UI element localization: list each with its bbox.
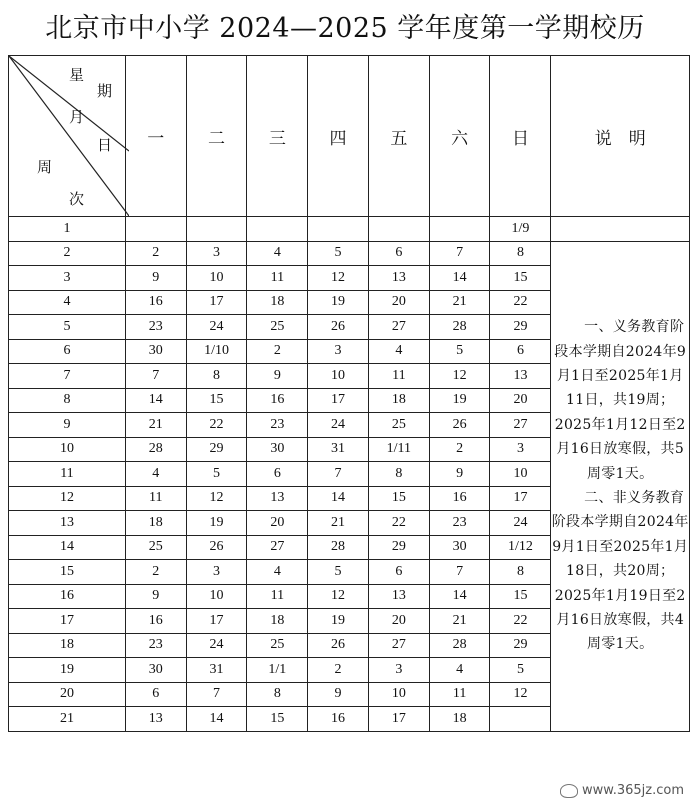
date-cell: 13 (368, 266, 429, 291)
corner-label-ci: 次 (69, 190, 85, 208)
corner-label-ri: 日 (97, 136, 113, 154)
week-number-cell: 21 (9, 707, 126, 732)
watermark (560, 783, 684, 798)
week-number-cell: 5 (9, 315, 126, 340)
table-row (9, 217, 690, 242)
date-cell: 1/10 (186, 339, 247, 364)
date-cell: 23 (429, 511, 490, 536)
date-cell: 28 (125, 437, 186, 462)
date-cell: 30 (125, 658, 186, 683)
school-calendar-table (8, 55, 690, 732)
date-cell: 22 (490, 609, 551, 634)
date-cell: 4 (125, 462, 186, 487)
date-cell: 17 (368, 707, 429, 732)
day-header-wed: 三 (247, 56, 308, 217)
date-cell: 4 (429, 658, 490, 683)
watermark-text: www.365jz.com (582, 783, 684, 798)
date-cell: 26 (429, 413, 490, 438)
date-cell: 9 (429, 462, 490, 487)
corner-label-xing: 星 (69, 66, 85, 84)
date-cell (429, 217, 490, 242)
date-cell: 12 (308, 584, 369, 609)
date-cell: 10 (186, 584, 247, 609)
date-cell (490, 707, 551, 732)
week-number-cell: 11 (9, 462, 126, 487)
corner-header-cell (9, 56, 126, 217)
date-cell (125, 217, 186, 242)
date-cell: 2 (247, 339, 308, 364)
date-cell: 25 (247, 315, 308, 340)
day-header-mon: 一 (125, 56, 186, 217)
date-cell: 24 (490, 511, 551, 536)
date-cell: 2 (125, 241, 186, 266)
week-number-cell: 3 (9, 266, 126, 291)
date-cell: 5 (429, 339, 490, 364)
week-number-cell: 12 (9, 486, 126, 511)
date-cell: 27 (490, 413, 551, 438)
notes-cell (551, 241, 690, 731)
date-cell: 16 (429, 486, 490, 511)
date-cell: 26 (308, 315, 369, 340)
notes-cell-top (551, 217, 690, 242)
date-cell: 18 (247, 609, 308, 634)
date-cell: 15 (186, 388, 247, 413)
date-cell: 10 (490, 462, 551, 487)
date-cell: 4 (368, 339, 429, 364)
date-cell: 23 (125, 633, 186, 658)
date-cell: 15 (490, 584, 551, 609)
corner-label-qi: 期 (97, 82, 113, 100)
table-row (9, 241, 690, 266)
week-number-cell: 20 (9, 682, 126, 707)
date-cell: 26 (308, 633, 369, 658)
date-cell: 15 (490, 266, 551, 291)
date-cell: 7 (186, 682, 247, 707)
week-number-cell: 17 (9, 609, 126, 634)
date-cell: 19 (429, 388, 490, 413)
date-cell: 27 (247, 535, 308, 560)
date-cell: 10 (186, 266, 247, 291)
day-header-sun: 日 (490, 56, 551, 217)
date-cell: 19 (308, 290, 369, 315)
date-cell: 29 (490, 315, 551, 340)
date-cell: 24 (186, 633, 247, 658)
date-cell: 25 (125, 535, 186, 560)
date-cell: 7 (308, 462, 369, 487)
date-cell: 25 (247, 633, 308, 658)
date-cell: 3 (308, 339, 369, 364)
date-cell: 16 (247, 388, 308, 413)
date-cell: 20 (368, 290, 429, 315)
date-cell: 3 (186, 560, 247, 585)
week-number-cell: 14 (9, 535, 126, 560)
note-compulsory-education: 一、义务教育阶段本学期自2024年9月1日至2025年1月11日，共19周；2025年1月12日至2月16日放寒假，共5周零1天。 (554, 319, 687, 482)
date-cell: 10 (368, 682, 429, 707)
date-cell: 9 (125, 584, 186, 609)
date-cell: 16 (125, 290, 186, 315)
date-cell: 11 (247, 584, 308, 609)
day-header-tue: 二 (186, 56, 247, 217)
date-cell: 5 (308, 560, 369, 585)
corner-label-zhou: 周 (37, 158, 53, 176)
date-cell: 9 (247, 364, 308, 389)
note-non-compulsory-education: 二、非义务教育阶段本学期自2024年9月1日至2025年1月18日，共20周；2025年1月19日至2月16日放寒假，共4周零1天。 (551, 490, 689, 653)
date-cell: 12 (490, 682, 551, 707)
date-cell: 21 (429, 290, 490, 315)
week-number-cell: 15 (9, 560, 126, 585)
date-cell: 2 (429, 437, 490, 462)
date-cell: 28 (308, 535, 369, 560)
date-cell (186, 217, 247, 242)
date-cell: 22 (490, 290, 551, 315)
date-cell: 6 (247, 462, 308, 487)
date-cell: 27 (368, 633, 429, 658)
date-cell: 2 (125, 560, 186, 585)
date-cell: 28 (429, 633, 490, 658)
date-cell: 8 (368, 462, 429, 487)
week-number-cell: 19 (9, 658, 126, 683)
page-title: 北京市中小学 2024—2025 学年度第一学期校历 (45, 13, 645, 44)
date-cell: 1/9 (490, 217, 551, 242)
date-cell (368, 217, 429, 242)
date-cell: 11 (429, 682, 490, 707)
date-cell: 19 (186, 511, 247, 536)
date-cell: 26 (186, 535, 247, 560)
date-cell: 14 (429, 584, 490, 609)
date-cell: 29 (368, 535, 429, 560)
week-number-cell: 8 (9, 388, 126, 413)
date-cell: 20 (490, 388, 551, 413)
corner-label-yue: 月 (69, 108, 85, 126)
date-cell: 9 (125, 266, 186, 291)
week-number-cell: 9 (9, 413, 126, 438)
date-cell: 19 (308, 609, 369, 634)
date-cell: 5 (490, 658, 551, 683)
week-number-cell: 7 (9, 364, 126, 389)
date-cell: 8 (247, 682, 308, 707)
date-cell: 18 (429, 707, 490, 732)
date-cell: 15 (247, 707, 308, 732)
date-cell: 4 (247, 560, 308, 585)
date-cell: 31 (186, 658, 247, 683)
date-cell: 30 (125, 339, 186, 364)
day-header-fri: 五 (368, 56, 429, 217)
date-cell: 14 (125, 388, 186, 413)
date-cell: 6 (125, 682, 186, 707)
date-cell: 1/12 (490, 535, 551, 560)
date-cell: 29 (490, 633, 551, 658)
date-cell: 9 (308, 682, 369, 707)
date-cell: 22 (368, 511, 429, 536)
date-cell: 16 (308, 707, 369, 732)
date-cell: 14 (186, 707, 247, 732)
date-cell: 13 (368, 584, 429, 609)
day-header-sat: 六 (429, 56, 490, 217)
date-cell: 10 (308, 364, 369, 389)
date-cell: 16 (125, 609, 186, 634)
date-cell: 14 (429, 266, 490, 291)
date-cell: 17 (186, 609, 247, 634)
date-cell: 31 (308, 437, 369, 462)
week-number-cell: 6 (9, 339, 126, 364)
date-cell: 2 (308, 658, 369, 683)
date-cell: 1/1 (247, 658, 308, 683)
date-cell: 14 (308, 486, 369, 511)
date-cell: 7 (429, 560, 490, 585)
date-cell: 27 (368, 315, 429, 340)
day-header-thu: 四 (308, 56, 369, 217)
date-cell: 11 (247, 266, 308, 291)
date-cell: 12 (308, 266, 369, 291)
week-number-cell: 18 (9, 633, 126, 658)
week-number-cell: 13 (9, 511, 126, 536)
date-cell: 20 (368, 609, 429, 634)
week-number-cell: 10 (9, 437, 126, 462)
date-cell: 23 (125, 315, 186, 340)
date-cell: 4 (247, 241, 308, 266)
date-cell: 5 (186, 462, 247, 487)
header-row (9, 56, 690, 217)
date-cell: 15 (368, 486, 429, 511)
date-cell: 18 (368, 388, 429, 413)
date-cell: 11 (125, 486, 186, 511)
date-cell: 11 (368, 364, 429, 389)
week-number-cell: 16 (9, 584, 126, 609)
date-cell: 17 (308, 388, 369, 413)
date-cell: 28 (429, 315, 490, 340)
date-cell: 6 (490, 339, 551, 364)
date-cell: 17 (490, 486, 551, 511)
date-cell: 7 (429, 241, 490, 266)
notes-header: 说 明 (551, 56, 690, 217)
date-cell: 20 (247, 511, 308, 536)
week-number-cell: 1 (9, 217, 126, 242)
date-cell: 25 (368, 413, 429, 438)
date-cell: 24 (308, 413, 369, 438)
date-cell: 21 (125, 413, 186, 438)
date-cell: 12 (429, 364, 490, 389)
week-number-cell: 2 (9, 241, 126, 266)
date-cell: 3 (490, 437, 551, 462)
date-cell: 30 (247, 437, 308, 462)
date-cell: 7 (125, 364, 186, 389)
date-cell: 8 (186, 364, 247, 389)
date-cell: 18 (247, 290, 308, 315)
date-cell: 5 (308, 241, 369, 266)
date-cell: 21 (308, 511, 369, 536)
date-cell: 13 (247, 486, 308, 511)
date-cell: 29 (186, 437, 247, 462)
date-cell: 3 (186, 241, 247, 266)
date-cell (247, 217, 308, 242)
date-cell: 18 (125, 511, 186, 536)
date-cell: 13 (125, 707, 186, 732)
date-cell: 12 (186, 486, 247, 511)
date-cell: 17 (186, 290, 247, 315)
date-cell: 6 (368, 560, 429, 585)
date-cell: 13 (490, 364, 551, 389)
date-cell (308, 217, 369, 242)
date-cell: 8 (490, 241, 551, 266)
date-cell: 6 (368, 241, 429, 266)
date-cell: 3 (368, 658, 429, 683)
date-cell: 8 (490, 560, 551, 585)
date-cell: 22 (186, 413, 247, 438)
date-cell: 24 (186, 315, 247, 340)
date-cell: 23 (247, 413, 308, 438)
week-number-cell: 4 (9, 290, 126, 315)
date-cell: 30 (429, 535, 490, 560)
weibo-icon (560, 784, 578, 798)
date-cell: 1/11 (368, 437, 429, 462)
date-cell: 21 (429, 609, 490, 634)
